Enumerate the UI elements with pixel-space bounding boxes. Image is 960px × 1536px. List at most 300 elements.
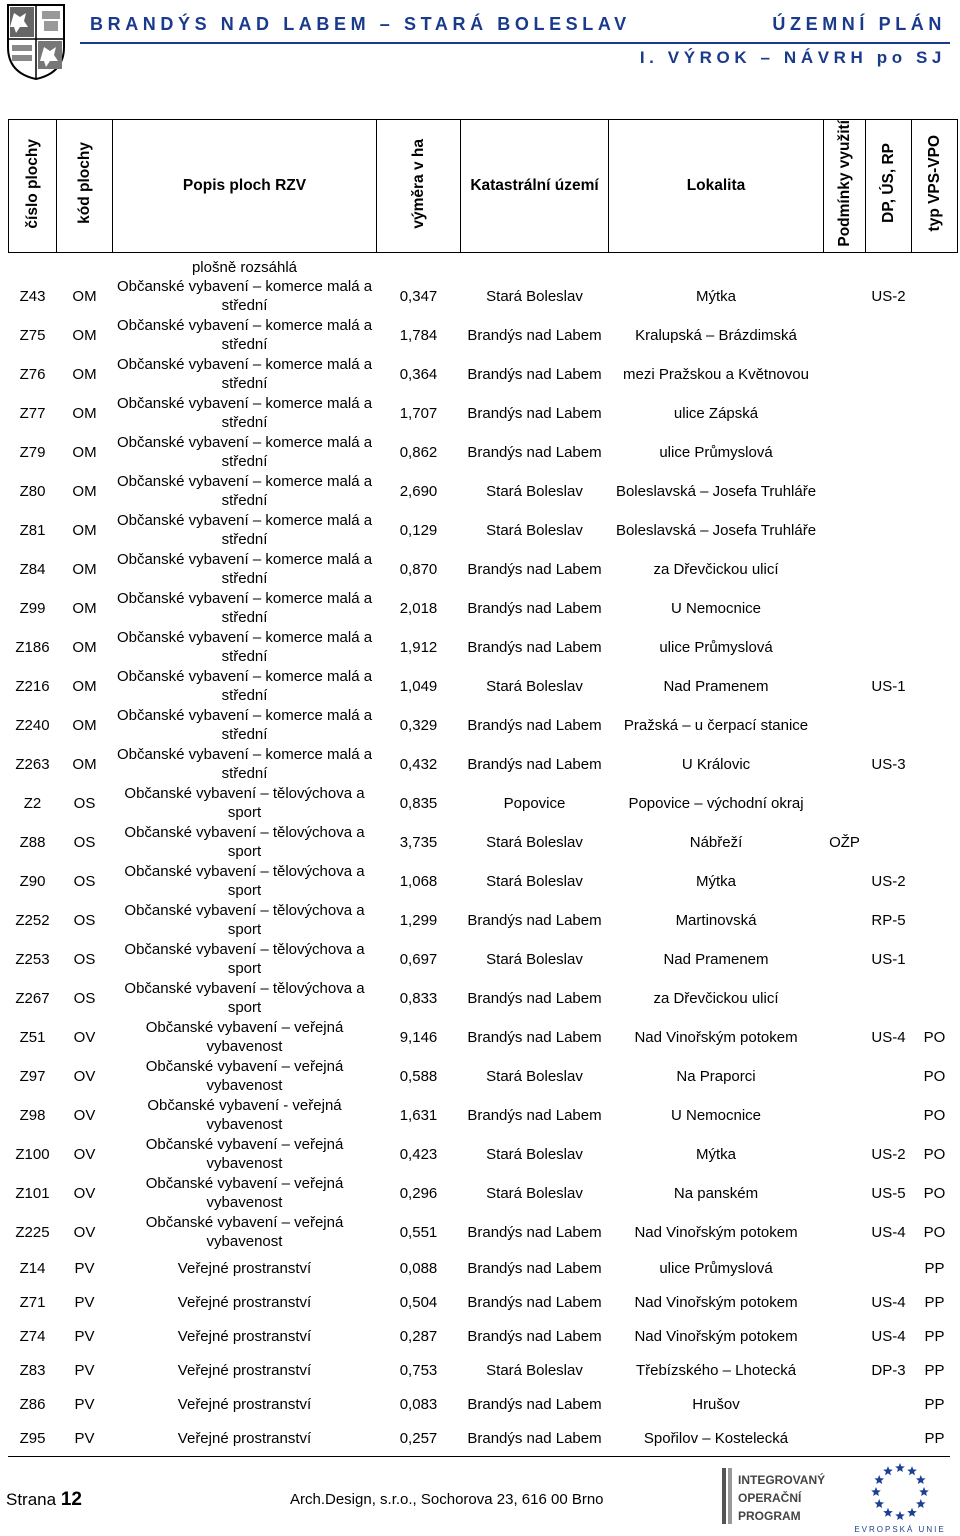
vps-vpo-type-cell xyxy=(912,745,958,784)
vps-vpo-type-cell xyxy=(912,628,958,667)
cadastral-area-cell: Brandýs nad Labem xyxy=(467,755,602,773)
area-number-cell: Z225 xyxy=(15,1223,50,1241)
area-size-cell: 1,707 xyxy=(399,404,438,422)
area-description-cell: Veřejné prostranství xyxy=(177,1260,312,1278)
area-code-cell: OM xyxy=(72,404,97,422)
conditions-cell xyxy=(824,1252,866,1286)
locality-cell: Boleslavská – Josefa Truhláře xyxy=(615,482,817,500)
area-code-cell: OM xyxy=(72,482,97,500)
conditions-cell xyxy=(824,628,866,667)
cadastral-area-cell: Brandýs nad Labem xyxy=(467,716,602,734)
cadastral-area-cell: Brandýs nad Labem xyxy=(467,443,602,461)
vps-vpo-type-cell xyxy=(912,940,958,979)
dp-us-rp-cell xyxy=(866,1057,912,1096)
cadastral-area-cell: Brandýs nad Labem xyxy=(467,599,602,617)
table-row xyxy=(9,1252,958,1286)
area-number-cell: Z252 xyxy=(15,911,50,929)
cadastral-area-cell: Stará Boleslav xyxy=(486,287,583,305)
area-code-cell: OS xyxy=(73,989,96,1007)
header-rule xyxy=(80,42,950,44)
cadastral-area-cell: Stará Boleslav xyxy=(486,950,583,968)
document-subtitle: I. VÝROK – NÁVRH po SJ xyxy=(639,48,946,67)
area-code-cell: OM xyxy=(72,521,97,539)
cadastral-area-cell: Popovice xyxy=(503,794,566,812)
table-row xyxy=(9,511,958,550)
area-code-cell: OM xyxy=(72,560,97,578)
vps-vpo-type-cell: PP xyxy=(924,1260,945,1278)
svg-text:INTEGROVANÝ: INTEGROVANÝ xyxy=(738,1473,826,1487)
area-description-cell: Občanské vybavení – komerce malá a střední xyxy=(116,668,373,705)
table-row xyxy=(9,394,958,433)
conditions-cell xyxy=(824,277,866,316)
area-code-cell: OM xyxy=(72,755,97,773)
locality-cell: Mýtka xyxy=(695,287,736,305)
conditions-cell xyxy=(824,979,866,1018)
locality-cell: U Nemocnice xyxy=(670,1106,762,1124)
eu-star-icon xyxy=(883,1508,893,1517)
area-code-cell: OS xyxy=(73,794,96,812)
area-code-cell: OV xyxy=(73,1028,96,1046)
locality-cell: Spořilov – Kostelecká xyxy=(643,1430,789,1448)
area-code-cell: OM xyxy=(72,716,97,734)
area-description-cell: Občanské vybavení – tělovýchova a sport xyxy=(124,980,365,1017)
area-number-cell: Z80 xyxy=(19,482,46,500)
area-size-cell: 0,296 xyxy=(399,1184,438,1202)
eu-star-icon xyxy=(875,1475,885,1484)
dp-us-rp-cell: RP-5 xyxy=(871,911,906,929)
area-description-cell: Občanské vybavení – komerce malá a střední xyxy=(116,629,373,666)
area-size-cell: 0,088 xyxy=(399,1260,438,1278)
col-header-vps: typ VPS-VPO xyxy=(912,120,958,253)
document-title: BRANDÝS NAD LABEM – STARÁ BOLESLAV xyxy=(90,14,631,34)
vps-vpo-type-cell xyxy=(912,784,958,823)
eu-star-icon xyxy=(916,1499,926,1508)
area-size-cell: 0,862 xyxy=(399,443,438,461)
dp-us-rp-cell xyxy=(866,784,912,823)
conditions-cell xyxy=(824,355,866,394)
vps-vpo-type-cell: PO xyxy=(923,1184,946,1202)
area-code-cell: PV xyxy=(74,1362,95,1380)
dp-us-rp-cell: DP-3 xyxy=(871,1362,906,1380)
vps-vpo-type-cell xyxy=(912,667,958,706)
table-row xyxy=(9,1096,958,1135)
area-code-cell: PV xyxy=(74,1328,95,1346)
area-number-cell: Z263 xyxy=(15,755,50,773)
dp-us-rp-cell xyxy=(866,628,912,667)
dp-us-rp-cell xyxy=(866,1096,912,1135)
area-description-cell: Veřejné prostranství xyxy=(177,1396,312,1414)
locality-cell: ulice Průmyslová xyxy=(659,638,773,656)
conditions-cell xyxy=(824,940,866,979)
conditions-cell xyxy=(824,1422,866,1456)
area-size-cell: 1,631 xyxy=(399,1106,438,1124)
area-number-cell: Z51 xyxy=(19,1028,46,1046)
locality-cell: ulice Průmyslová xyxy=(659,1260,773,1278)
table-row xyxy=(9,355,958,394)
conditions-cell xyxy=(824,1135,866,1174)
cadastral-area-cell: Brandýs nad Labem xyxy=(467,1028,602,1046)
vps-vpo-type-cell xyxy=(912,901,958,940)
area-code-cell: OM xyxy=(72,599,97,617)
vps-vpo-type-cell: PO xyxy=(923,1145,946,1163)
conditions-cell xyxy=(824,433,866,472)
area-description-cell: Občanské vybavení – veřejná vybavenost xyxy=(145,1019,344,1056)
page-footer xyxy=(0,1456,960,1536)
conditions-cell xyxy=(824,1286,866,1320)
vps-vpo-type-cell xyxy=(912,316,958,355)
area-code-cell: OV xyxy=(73,1184,96,1202)
table-row xyxy=(9,823,958,862)
locality-cell: Nad Vinořským potokem xyxy=(634,1028,798,1046)
locality-cell: Třebízského – Lhotecká xyxy=(635,1362,797,1380)
area-size-cell: 1,912 xyxy=(399,638,438,656)
col-header-cislo: číslo plochy xyxy=(9,120,57,253)
locality-cell: Boleslavská – Josefa Truhláře xyxy=(615,521,817,539)
area-description-cell: Občanské vybavení – veřejná vybavenost xyxy=(145,1136,344,1173)
conditions-cell xyxy=(824,589,866,628)
vps-vpo-type-cell: PO xyxy=(923,1067,946,1085)
area-number-cell: Z95 xyxy=(19,1430,46,1448)
area-description-cell: Občanské vybavení – komerce malá a střední xyxy=(116,473,373,510)
locality-cell: Hrušov xyxy=(692,1396,740,1414)
dp-us-rp-cell xyxy=(866,706,912,745)
conditions-cell xyxy=(824,862,866,901)
dp-us-rp-cell: US-2 xyxy=(871,287,906,305)
area-description-cell: Občanské vybavení – komerce malá a střední xyxy=(116,278,373,315)
locality-cell: Na panském xyxy=(673,1184,759,1202)
area-description-cell: Občanské vybavení – tělovýchova a sport xyxy=(124,785,365,822)
area-number-cell: Z81 xyxy=(19,521,46,539)
area-number-cell: Z216 xyxy=(15,677,50,695)
vps-vpo-type-cell xyxy=(912,394,958,433)
dp-us-rp-cell xyxy=(866,823,912,862)
area-code-cell: OS xyxy=(73,872,96,890)
col-header-popis: Popis ploch RZV xyxy=(113,120,377,253)
cadastral-area-cell: Brandýs nad Labem xyxy=(467,1223,602,1241)
dp-us-rp-cell xyxy=(866,1422,912,1456)
table-row xyxy=(9,472,958,511)
area-description-cell: Občanské vybavení – tělovýchova a sport xyxy=(124,902,365,939)
cadastral-area-cell: Brandýs nad Labem xyxy=(467,1430,602,1448)
area-number-cell: Z90 xyxy=(19,872,46,890)
conditions-cell xyxy=(824,706,866,745)
area-number-cell: Z100 xyxy=(15,1145,50,1163)
area-description-cell: Občanské vybavení – veřejná vybavenost xyxy=(145,1214,344,1251)
table-row xyxy=(9,745,958,784)
area-code-cell: OS xyxy=(73,950,96,968)
cadastral-area-cell: Stará Boleslav xyxy=(486,872,583,890)
area-size-cell: 2,018 xyxy=(399,599,438,617)
area-code-cell: PV xyxy=(74,1260,95,1278)
continuation-text: plošně rozsáhlá xyxy=(191,258,298,276)
cadastral-area-cell: Brandýs nad Labem xyxy=(467,404,602,422)
cadastral-area-cell: Stará Boleslav xyxy=(486,521,583,539)
area-size-cell: 0,423 xyxy=(399,1145,438,1163)
dp-us-rp-cell: US-1 xyxy=(871,950,906,968)
area-description-cell: Občanské vybavení – veřejná vybavenost xyxy=(145,1058,344,1095)
dp-us-rp-cell xyxy=(866,472,912,511)
area-number-cell: Z253 xyxy=(15,950,50,968)
dp-us-rp-cell: US-4 xyxy=(871,1328,906,1346)
col-header-dp: DP, ÚS, RP xyxy=(866,120,912,253)
cadastral-area-cell: Brandýs nad Labem xyxy=(467,326,602,344)
conditions-cell xyxy=(824,745,866,784)
svg-text:EVROPSKÁ UNIE: EVROPSKÁ UNIE xyxy=(854,1525,946,1534)
area-number-cell: Z98 xyxy=(19,1106,46,1124)
page-number: Strana 12 xyxy=(6,1489,82,1510)
table-row xyxy=(9,901,958,940)
vps-vpo-type-cell: PO xyxy=(923,1223,946,1241)
table-row xyxy=(9,667,958,706)
locality-cell: Nad Vinořským potokem xyxy=(634,1328,798,1346)
table-row xyxy=(9,1174,958,1213)
area-number-cell: Z83 xyxy=(19,1362,46,1380)
area-code-cell: OV xyxy=(73,1067,96,1085)
area-size-cell: 0,833 xyxy=(399,989,438,1007)
area-number-cell: Z71 xyxy=(19,1294,46,1312)
area-size-cell: 0,870 xyxy=(399,560,438,578)
area-description-cell: Občanské vybavení - veřejná vybavenost xyxy=(147,1097,342,1134)
col-header-katastr: Katastrální území xyxy=(461,120,609,253)
table-row xyxy=(9,1057,958,1096)
author-address: Arch.Design, s.r.o., Sochorova 23, 616 00 Brno xyxy=(290,1491,604,1508)
cadastral-area-cell: Stará Boleslav xyxy=(486,1362,583,1380)
locality-cell: Kralupská – Brázdimská xyxy=(635,326,797,344)
area-code-cell: OM xyxy=(72,677,97,695)
area-description-cell: Veřejné prostranství xyxy=(177,1362,312,1380)
vps-vpo-type-cell xyxy=(912,511,958,550)
vps-vpo-type-cell: PP xyxy=(924,1396,945,1414)
locality-cell: ulice Zápská xyxy=(673,404,759,422)
conditions-cell: OŽP xyxy=(829,833,860,851)
area-description-cell: Občanské vybavení – komerce malá a střední xyxy=(116,707,373,744)
dp-us-rp-cell: US-2 xyxy=(871,1145,906,1163)
area-number-cell: Z267 xyxy=(15,989,50,1007)
area-size-cell: 1,299 xyxy=(399,911,438,929)
area-number-cell: Z75 xyxy=(19,326,46,344)
locality-cell: U Nemocnice xyxy=(670,599,762,617)
area-code-cell: OM xyxy=(72,326,97,344)
area-code-cell: OM xyxy=(72,287,97,305)
eu-star-icon xyxy=(907,1466,917,1475)
area-size-cell: 0,129 xyxy=(399,521,438,539)
cadastral-area-cell: Brandýs nad Labem xyxy=(467,1106,602,1124)
eu-star-icon xyxy=(919,1487,929,1496)
table-row xyxy=(9,1320,958,1354)
conditions-cell xyxy=(824,1174,866,1213)
cadastral-area-cell: Stará Boleslav xyxy=(486,482,583,500)
conditions-cell xyxy=(824,1057,866,1096)
col-header-podminky: Podmínky využití xyxy=(824,120,866,253)
area-size-cell: 0,697 xyxy=(399,950,438,968)
dp-us-rp-cell xyxy=(866,433,912,472)
area-description-cell: Občanské vybavení – komerce malá a střední xyxy=(116,512,373,549)
vps-vpo-type-cell: PO xyxy=(923,1106,946,1124)
conditions-cell xyxy=(824,1354,866,1388)
table-header-row xyxy=(9,120,958,253)
conditions-cell xyxy=(824,784,866,823)
vps-vpo-type-cell xyxy=(912,823,958,862)
dp-us-rp-cell: US-4 xyxy=(871,1223,906,1241)
eu-star-icon xyxy=(871,1487,881,1496)
table-row xyxy=(9,589,958,628)
area-size-cell: 0,588 xyxy=(399,1067,438,1085)
area-size-cell: 0,329 xyxy=(399,716,438,734)
area-size-cell: 1,068 xyxy=(399,872,438,890)
table-row xyxy=(9,1135,958,1174)
dp-us-rp-cell xyxy=(866,1252,912,1286)
vps-vpo-type-cell xyxy=(912,862,958,901)
table-row xyxy=(9,433,958,472)
dp-us-rp-cell: US-1 xyxy=(871,677,906,695)
area-size-cell: 9,146 xyxy=(399,1028,438,1046)
dp-us-rp-cell: US-4 xyxy=(871,1294,906,1312)
locality-cell: Nad Vinořským potokem xyxy=(634,1223,798,1241)
conditions-cell xyxy=(824,550,866,589)
svg-text:PROGRAM: PROGRAM xyxy=(738,1509,801,1523)
area-code-cell: OS xyxy=(73,911,96,929)
cadastral-area-cell: Stará Boleslav xyxy=(486,1067,583,1085)
locality-cell: Popovice – východní okraj xyxy=(628,794,804,812)
area-size-cell: 2,690 xyxy=(399,482,438,500)
table-row xyxy=(9,1018,958,1057)
locality-cell: za Dřevčickou ulicí xyxy=(653,989,779,1007)
vps-vpo-type-cell xyxy=(912,979,958,1018)
locality-cell: Pražská – u čerpací stanice xyxy=(623,716,809,734)
svg-text:OPERAČNÍ: OPERAČNÍ xyxy=(738,1491,802,1505)
vps-vpo-type-cell xyxy=(912,472,958,511)
area-number-cell: Z14 xyxy=(19,1260,46,1278)
continuation-row xyxy=(9,252,958,277)
area-code-cell: OM xyxy=(72,638,97,656)
conditions-cell xyxy=(824,667,866,706)
col-header-kod: kód plochy xyxy=(57,120,113,253)
cadastral-area-cell: Brandýs nad Labem xyxy=(467,1260,602,1278)
conditions-cell xyxy=(824,511,866,550)
area-number-cell: Z240 xyxy=(15,716,50,734)
table-row xyxy=(9,1354,958,1388)
area-size-cell: 0,287 xyxy=(399,1328,438,1346)
page-header xyxy=(0,0,960,90)
cadastral-area-cell: Stará Boleslav xyxy=(486,1145,583,1163)
table-row xyxy=(9,316,958,355)
dp-us-rp-cell xyxy=(866,979,912,1018)
table-row xyxy=(9,628,958,667)
locality-cell: Mýtka xyxy=(695,1145,736,1163)
area-description-cell: Občanské vybavení – tělovýchova a sport xyxy=(124,941,365,978)
area-description-cell: Veřejné prostranství xyxy=(177,1328,312,1346)
area-code-cell: OM xyxy=(72,365,97,383)
area-description-cell: Veřejné prostranství xyxy=(177,1430,312,1448)
cadastral-area-cell: Stará Boleslav xyxy=(486,833,583,851)
conditions-cell xyxy=(824,901,866,940)
conditions-cell xyxy=(824,1018,866,1057)
area-number-cell: Z76 xyxy=(19,365,46,383)
area-size-cell: 0,504 xyxy=(399,1294,438,1312)
cadastral-area-cell: Stará Boleslav xyxy=(486,677,583,695)
table-row xyxy=(9,1213,958,1252)
vps-vpo-type-cell xyxy=(912,589,958,628)
area-description-cell: Občanské vybavení – komerce malá a střední xyxy=(116,746,373,783)
coat-of-arms-icon xyxy=(6,3,66,81)
conditions-cell xyxy=(824,1213,866,1252)
table-row xyxy=(9,550,958,589)
area-description-cell: Veřejné prostranství xyxy=(177,1294,312,1312)
area-code-cell: OV xyxy=(73,1223,96,1241)
conditions-cell xyxy=(824,1096,866,1135)
dp-us-rp-cell xyxy=(866,550,912,589)
cadastral-area-cell: Brandýs nad Labem xyxy=(467,638,602,656)
area-size-cell: 0,551 xyxy=(399,1223,438,1241)
area-description-cell: Občanské vybavení – veřejná vybavenost xyxy=(145,1175,344,1212)
dp-us-rp-cell xyxy=(866,589,912,628)
dp-us-rp-cell xyxy=(866,394,912,433)
area-code-cell: OM xyxy=(72,443,97,461)
area-number-cell: Z43 xyxy=(19,287,46,305)
area-number-cell: Z97 xyxy=(19,1067,46,1085)
area-size-cell: 0,257 xyxy=(399,1430,438,1448)
eu-star-icon xyxy=(907,1508,917,1517)
table-row xyxy=(9,1388,958,1422)
area-code-cell: PV xyxy=(74,1294,95,1312)
area-code-cell: OV xyxy=(73,1145,96,1163)
iop-logo-icon xyxy=(720,1464,830,1528)
area-description-cell: Občanské vybavení – tělovýchova a sport xyxy=(124,863,365,900)
table-row xyxy=(9,1286,958,1320)
area-size-cell: 0,347 xyxy=(399,287,438,305)
table-row xyxy=(9,862,958,901)
conditions-cell xyxy=(824,316,866,355)
area-size-cell: 0,364 xyxy=(399,365,438,383)
locality-cell: Na Praporci xyxy=(676,1067,756,1085)
eu-star-icon xyxy=(916,1475,926,1484)
conditions-cell xyxy=(824,1388,866,1422)
conditions-cell xyxy=(824,394,866,433)
vps-vpo-type-cell: PP xyxy=(924,1328,945,1346)
dp-us-rp-cell xyxy=(866,511,912,550)
vps-vpo-type-cell: PP xyxy=(924,1430,945,1448)
area-code-cell: PV xyxy=(74,1396,95,1414)
area-size-cell: 0,835 xyxy=(399,794,438,812)
vps-vpo-type-cell: PP xyxy=(924,1362,945,1380)
area-description-cell: Občanské vybavení – komerce malá a střední xyxy=(116,356,373,393)
vps-vpo-type-cell xyxy=(912,706,958,745)
area-code-cell: OS xyxy=(73,833,96,851)
area-number-cell: Z2 xyxy=(23,794,42,812)
cadastral-area-cell: Brandýs nad Labem xyxy=(467,989,602,1007)
document-type: ÚZEMNÍ PLÁN xyxy=(772,14,946,34)
locality-cell: mezi Pražskou a Květnovou xyxy=(623,365,809,383)
locality-cell: za Dřevčickou ulicí xyxy=(653,560,779,578)
footer-rule xyxy=(8,1456,950,1457)
locality-cell: Martinovská xyxy=(675,911,757,929)
dp-us-rp-cell: US-5 xyxy=(871,1184,906,1202)
area-number-cell: Z84 xyxy=(19,560,46,578)
eu-star-icon xyxy=(875,1499,885,1508)
area-description-cell: Občanské vybavení – tělovýchova a sport xyxy=(124,824,365,861)
area-size-cell: 3,735 xyxy=(399,833,438,851)
area-number-cell: Z79 xyxy=(19,443,46,461)
vps-vpo-type-cell: PO xyxy=(923,1028,946,1046)
area-number-cell: Z101 xyxy=(15,1184,50,1202)
col-header-lokalita: Lokalita xyxy=(609,120,824,253)
dp-us-rp-cell: US-3 xyxy=(871,755,906,773)
cadastral-area-cell: Brandýs nad Labem xyxy=(467,365,602,383)
conditions-cell xyxy=(824,1320,866,1354)
area-size-cell: 0,083 xyxy=(399,1396,438,1414)
vps-vpo-type-cell xyxy=(912,433,958,472)
vps-vpo-type-cell xyxy=(912,355,958,394)
